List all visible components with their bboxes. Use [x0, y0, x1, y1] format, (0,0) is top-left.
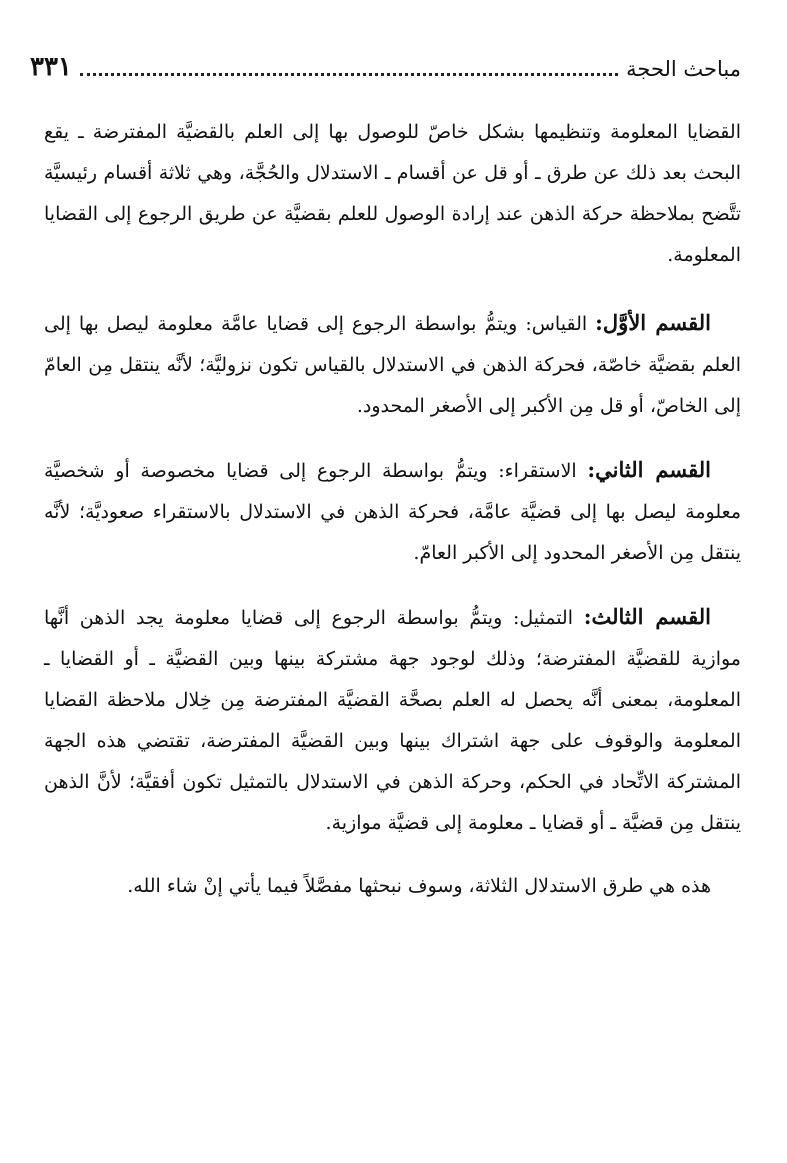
section-2-paragraph: [44, 449, 741, 574]
page-number: ٣٣١: [30, 52, 72, 82]
closing-text: هذه هي طرق الاستدلال الثلاثة، وسوف نبحثها مفصَّلاً فيما يأتي إنْ شاء الله.: [127, 875, 711, 897]
running-title: مباحث الحجة: [626, 57, 741, 81]
section-2-title: القسم الثاني:: [587, 457, 711, 482]
section-3-title: القسم الثالث:: [583, 604, 711, 629]
page-body: [44, 112, 741, 929]
page-header: [30, 40, 741, 80]
section-1-paragraph: [44, 302, 741, 427]
section-2-text: الاستقراء: ويتمُّ بواسطة الرجوع إلى قضايا مخصوصة أو شخصيَّة معلومة ليصل بها إلى قضيَّة عامَّة، فحركة الذهن في الاستدلال بالاستقراء صعوديَّة؛ لأنَّه ينتقل مِن الأصغر المحدود إلى الأكبر العامّ.: [44, 460, 741, 564]
closing-paragraph: [44, 866, 741, 907]
section-3-paragraph: [44, 596, 741, 844]
intro-paragraph: القضايا المعلومة وتنظيمها بشكل خاصّ للوصول بها إلى العلم بالقضيَّة المفترضة ـ يقع البحث بعد ذلك عن طرق ـ أو قل عن أقسام ـ الاستدلال والحُجَّة، وهي ثلاثة أقسام رئيسيَّة تتَّضح بملاحظة حركة الذهن عند إرادة الوصول للعلم بقضيَّة عن طريق الرجوع إلى القضايا المعلومة.: [44, 121, 741, 266]
section-1-title: القسم الأوَّل:: [595, 310, 711, 335]
leader-dots: [80, 72, 618, 76]
section-3-text: التمثيل: ويتمُّ بواسطة الرجوع إلى قضايا معلومة يجد الذهن أنَّها موازية للقضيَّة المفترضة؛ وذلك لوجود جهة مشتركة بينها وبين القضيَّة ـ أو القضايا ـ المعلومة، بمعنى أنَّه يحصل له العلم بصحَّة القضيَّة المفترضة مِن خِلال ملاحظة القضايا المعلومة والوقوف على جهة اشتراك بينها وبين القضيَّة المفترضة، تقتضي هذه الجهة المشتركة الاتِّحاد في الحكم، وحركة الذهن في الاستدلال بالتمثيل تكون أفقيَّة؛ لأنَّ الذهن ينتقل مِن قضيَّة ـ أو قضايا ـ معلومة إلى قضيَّة موازية.: [44, 607, 741, 834]
section-1-text: القياس: ويتمُّ بواسطة الرجوع إلى قضايا عامَّة معلومة ليصل بها إلى العلم بقضيَّة خاصّة، فحركة الذهن في الاستدلال بالقياس تكون نزوليَّة؛ لأنَّه ينتقل مِن العامّ إلى الخاصّ، أو قل مِن الأكبر إلى الأصغر المحدود.: [44, 313, 741, 417]
